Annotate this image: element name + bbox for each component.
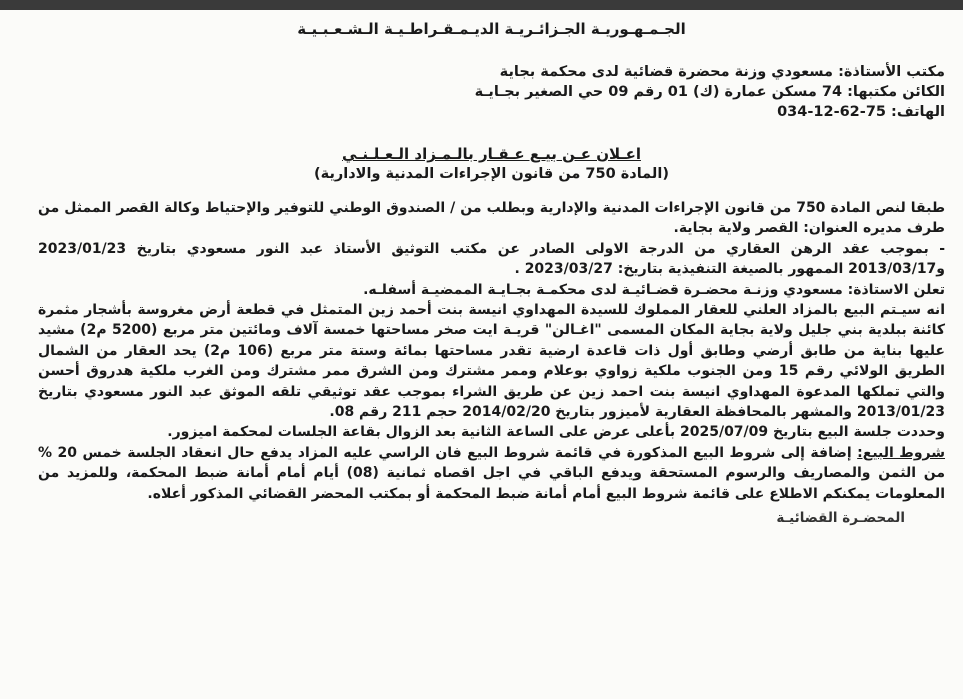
notice-title-sub: (المادة 750 من قانون الإجراءات المدنية والادارية): [314, 166, 669, 182]
notice-body: [38, 198, 945, 504]
paragraph-conditions: [38, 443, 945, 504]
document: [38, 16, 945, 691]
paragraph-mortgage: - بموجب عقد الرهن العقاري من الدرجة الاولى الصادر عن مكتب التوثيق الأستاذ عبد النور مسعودي بتاريخ 2023/01/23 و2013/03/17 الممهور بالصيغة التنفيذية بتاريخ: 2023/03/27 .: [38, 240, 945, 278]
scan-top-border: [0, 0, 963, 10]
notice-title: [38, 144, 945, 184]
paragraph-announce: تعلن الاستاذة: مسعودي وزنـة محضـرة قضـائيـة لدى محكمـة بجـايـة الممضيـة أسفلـه.: [363, 281, 945, 298]
paragraph-property: انه سيـتم البيع بالمزاد العلني للعقار المملوك للسيدة المهداوي انيسة بنت أحمد زين المتمثل في قطعة أرض مغروسة بأشجار مثمرة كائنة ببلدية بني جليل ولاية بجاية المكان المسمى "اغـالن" قريـة ايت صخر مساحتها خمسة آلاف ومائتين متر مربع (5200 م2) مشيد عليها بناية من طابق أرضي وطابق أول ذات قاعدة ارضية تقدر مساحتها بمائة وستة متر مربع (106 م2) يحد العقار من الشمال الطريق الولائي رقم 15 ومن الجنوب ملكية زواوي بوعلام وممر مشترك ومن الشرق ممر مشترك ومن الغرب ملكية هدروق أحسن والتي تملكها المدعوة المهداوي انيسة بنت احمد زين عن طريق الشراء بموجب عقد توثيقي تلقه الموثق عبد النور مسعودي بتاريخ 2013/01/23 والمشهر بالمحافظة العقارية لأميزور بتاريخ 2014/02/20 حجم 211 رقم 08.: [38, 302, 945, 421]
republic-header: الجـمـهـوريـة الجـزائـريـة الديـمـقـراطـيـة الـشـعـبـيـة: [297, 20, 686, 38]
conditions-label: شروط البيع:: [857, 444, 946, 461]
office-phone: الهاتف: 75-62-12-034: [777, 104, 945, 120]
paragraph-session: وحددت جلسة البيع بتاريخ 2025/07/09 بأعلى عرض على الساعة الثانية بعد الزوال بقاعة الجلسات لمحكمة اميزور.: [167, 424, 945, 441]
office-address: الكائن مكتبها: 74 مسكن عمارة (ك) 01 رقم 09 حي الصغير بجـايـة: [474, 84, 945, 100]
notice-title-main: اعـلان عـن بيـع عـقـار بالـمـزاد الـعـلـنـي: [342, 145, 641, 163]
office-info: [38, 62, 945, 122]
office-name: مكتب الأستاذة: مسعودي وزنة محضرة قضائية لدى محكمة بجاية: [499, 64, 945, 80]
signature-label: المحضـرة القضائيـة: [776, 510, 905, 527]
conditions-text: إضافة إلى شروط البيع المذكورة في قائمة شروط البيع فان الراسي عليه المزاد يدفع حال انعقاد الجلسة خمس 20 % من الثمن والمصاريف والرسوم المستحقة ويدفع الباقي في اجل اقصاه ثمانية (08) أيام أمام أمانة ضبط المحكمة، وللمزيد من المعلومات يمكنكم الاطلاع على قائمة شروط البيع أمام أمانة ضبط المحكمة أو بمكتب المحضر القضائي المذكور أعلاه.: [38, 444, 945, 502]
paragraph-request: طبقا لنص المادة 750 من قانون الإجراءات المدنية والإدارية وبطلب من / الصندوق الوطني للتوفير والإحتياط وكالة القصر الممثل من طرف مديره العنوان: القصر ولاية بجاية.: [38, 200, 946, 237]
